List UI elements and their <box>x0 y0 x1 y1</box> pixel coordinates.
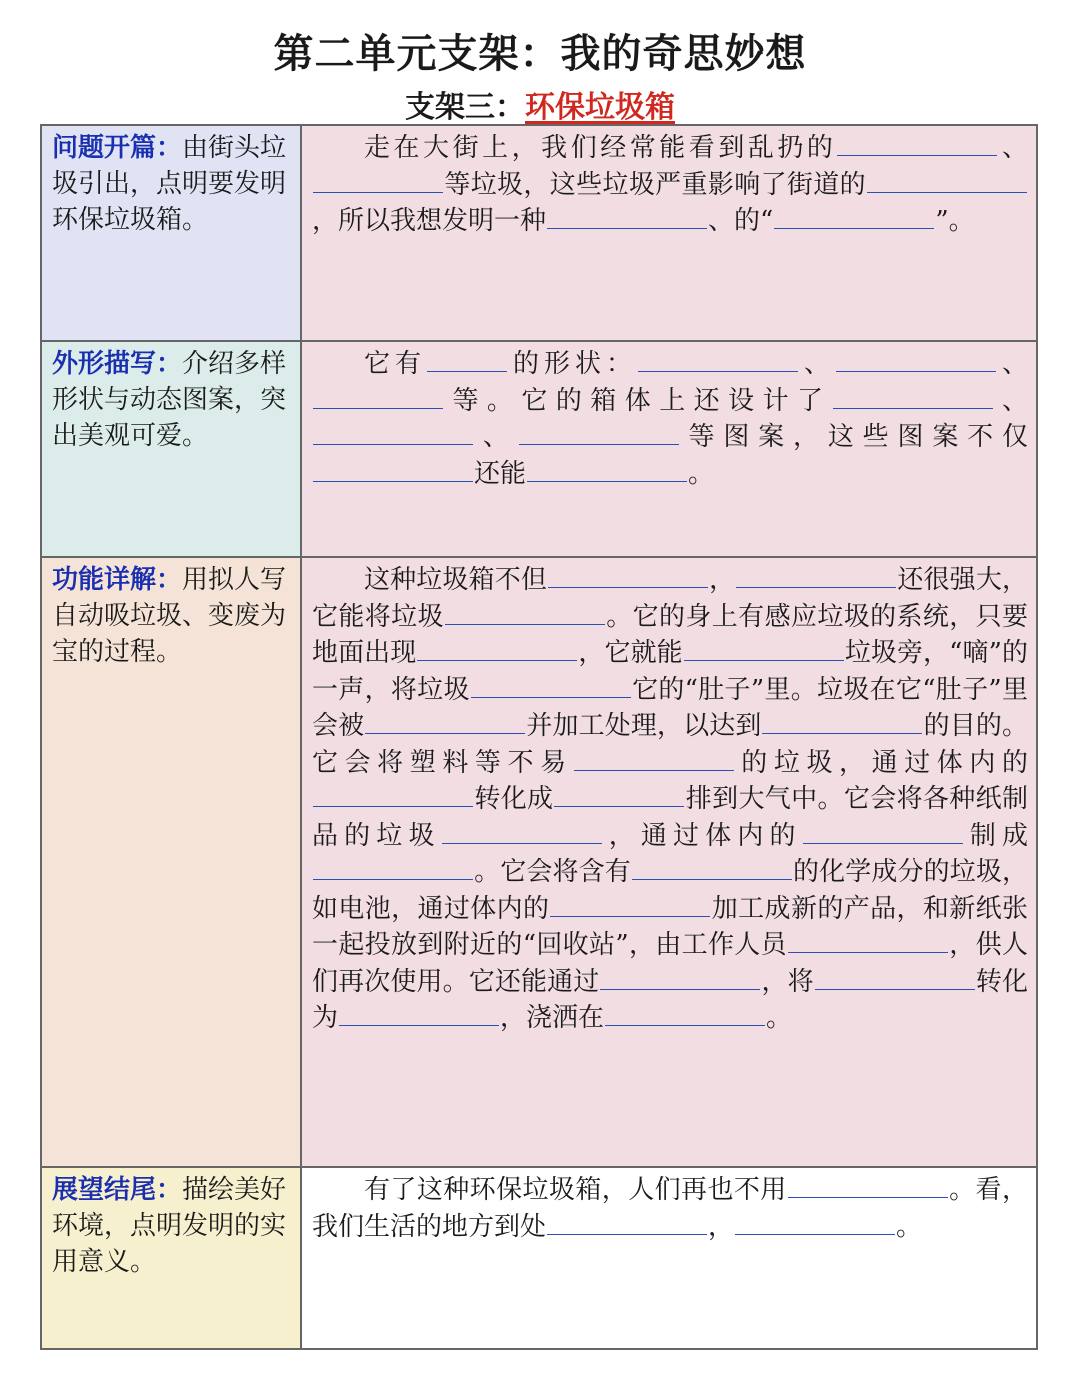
text-segment: 制成 <box>963 820 1028 851</box>
text-segment: 转化成 <box>474 784 554 814</box>
section-text-cell <box>301 557 1037 1167</box>
section-guide-cell <box>41 1167 301 1349</box>
text-segment: 、 <box>996 349 1028 379</box>
subtitle-topic: 环保垃圾箱 <box>525 90 675 125</box>
text-segment: 还很强大，它能将垃圾 <box>312 565 1028 632</box>
fill-blank[interactable] <box>815 988 975 990</box>
text-segment: ，通过体内的 <box>602 820 802 851</box>
text-segment: 、的“ <box>708 206 774 236</box>
fill-blank[interactable] <box>365 732 525 734</box>
section-row-ending <box>41 1167 1037 1349</box>
text-segment: ， <box>708 1211 735 1242</box>
fill-blank[interactable] <box>638 370 798 372</box>
text-segment: ，供人们再次使用。它还能通过 <box>312 930 1028 997</box>
fill-blank[interactable] <box>445 623 605 625</box>
section-row-opening <box>41 125 1037 341</box>
text-segment: 的形状： <box>508 349 637 379</box>
text-segment: ”。 <box>935 206 975 236</box>
text-segment: 。看，我们生活的地方到处 <box>312 1175 1028 1242</box>
text-segment: 有了这种环保垃圾箱，人们再也不用 <box>364 1175 787 1205</box>
fill-blank[interactable] <box>788 951 948 953</box>
text-segment: 并加工处理，以达到 <box>526 711 762 741</box>
fill-blank[interactable] <box>519 443 679 445</box>
fill-blank[interactable] <box>547 1233 707 1235</box>
section-text-cell <box>301 341 1037 557</box>
fill-blank[interactable] <box>867 191 1027 193</box>
text-segment: 这种垃圾箱不但 <box>364 565 547 595</box>
subtitle-prefix: 支架三： <box>405 90 525 125</box>
text-segment: 等图案，这些图案不仅 <box>679 422 1028 452</box>
section-text-cell <box>301 1167 1037 1349</box>
fill-blank[interactable] <box>836 370 996 372</box>
section-guide: 由街头垃圾引出，点明要发明环保垃圾箱。 <box>52 133 287 235</box>
section-guide: 描绘美好环境，点明发明的实用意义。 <box>52 1175 287 1277</box>
page-subtitle <box>0 82 1080 126</box>
section-guide-cell <box>41 557 301 1167</box>
text-segment: 、 <box>798 349 835 379</box>
fill-blank[interactable] <box>736 586 896 588</box>
fill-paragraph <box>312 130 1028 240</box>
text-segment: ，将 <box>761 966 814 997</box>
section-guide: 介绍多样形状与动态图案，突出美观可爱。 <box>52 349 287 451</box>
section-heading: 外形描写： <box>52 349 183 379</box>
text-segment: 还能 <box>474 458 527 489</box>
scaffold-table <box>40 124 1038 1350</box>
fill-blank[interactable] <box>550 915 710 917</box>
fill-blank[interactable] <box>313 878 473 880</box>
text-segment: 、 <box>993 385 1028 416</box>
fill-blank[interactable] <box>548 586 708 588</box>
text-segment: ，它就能 <box>578 638 683 668</box>
fill-blank[interactable] <box>833 407 993 409</box>
section-text-cell <box>301 125 1037 341</box>
fill-paragraph <box>312 562 1028 1037</box>
text-segment: ，浇洒在 <box>500 1003 605 1033</box>
fill-blank[interactable] <box>554 805 684 807</box>
text-segment: 。 <box>766 1003 793 1033</box>
fill-blank[interactable] <box>803 842 963 844</box>
fill-blank[interactable] <box>774 227 934 229</box>
fill-blank[interactable] <box>735 1233 895 1235</box>
fill-blank[interactable] <box>788 1196 948 1198</box>
fill-blank[interactable] <box>762 732 922 734</box>
text-segment: 的垃圾，通过体内的 <box>734 747 1028 778</box>
text-segment: 排到大气中。它会将各种纸制品的垃圾 <box>312 784 1028 851</box>
fill-blank[interactable] <box>313 407 443 409</box>
fill-blank[interactable] <box>427 370 507 372</box>
text-segment: 垃圾旁，“嘀”的一声，将垃圾 <box>312 638 1028 705</box>
text-segment: ，所以我想发明一种 <box>312 206 547 236</box>
text-segment: 。它会将含有 <box>474 857 631 887</box>
section-guide: 用拟人写自动吸垃圾、变废为宝的过程。 <box>52 565 287 667</box>
fill-blank[interactable] <box>442 842 602 844</box>
text-segment: 、 <box>474 422 518 452</box>
text-segment: 。 <box>688 458 715 489</box>
text-segment: 。它的身上有感应垃圾的系统，只要地面出现 <box>312 601 1028 668</box>
fill-blank[interactable] <box>339 1024 499 1026</box>
fill-paragraph <box>312 1172 1028 1245</box>
section-heading: 展望结尾： <box>52 1175 183 1205</box>
text-segment: 它的“肚子”里。垃圾在它“肚子”里会被 <box>312 674 1028 741</box>
section-heading: 问题开篇： <box>52 133 183 163</box>
section-row-appearance <box>41 341 1037 557</box>
text-segment: 走在大街上，我们经常能看到乱扔的 <box>364 133 837 163</box>
fill-blank[interactable] <box>313 443 473 445</box>
text-segment: 的目的。它会将塑料等不易 <box>312 711 1028 778</box>
fill-blank[interactable] <box>837 154 997 156</box>
fill-paragraph <box>312 346 1028 492</box>
fill-blank[interactable] <box>547 227 707 229</box>
text-segment: 等垃圾，这些垃圾严重影响了街道的 <box>444 169 866 200</box>
fill-blank[interactable] <box>574 769 734 771</box>
fill-blank[interactable] <box>605 1024 765 1026</box>
fill-blank[interactable] <box>313 805 473 807</box>
text-segment: 、 <box>998 133 1028 163</box>
text-segment: 的化学成分的垃圾，如电池，通过体内的 <box>312 857 1028 924</box>
fill-blank[interactable] <box>684 659 844 661</box>
text-segment: 它有 <box>364 349 426 379</box>
fill-blank[interactable] <box>600 988 760 990</box>
text-segment: 加工成新的产品，和新纸张一起投放到附近的“回收站”，由工作人员 <box>312 893 1028 960</box>
text-segment: 。 <box>896 1211 923 1242</box>
text-segment: ， <box>708 565 736 595</box>
fill-blank[interactable] <box>313 191 443 193</box>
fill-blank[interactable] <box>471 696 631 698</box>
fill-blank[interactable] <box>632 878 792 880</box>
section-guide-cell <box>41 125 301 341</box>
text-segment: 等。它的箱体上还设计了 <box>444 385 832 416</box>
fill-blank[interactable] <box>313 480 473 482</box>
page-title: 第二单元支架：我的奇思妙想 <box>273 31 807 77</box>
fill-blank[interactable] <box>527 480 687 482</box>
section-heading: 功能详解： <box>52 565 183 595</box>
section-guide-cell <box>41 341 301 557</box>
fill-blank[interactable] <box>417 659 577 661</box>
section-row-function <box>41 557 1037 1167</box>
text-segment: 转化为 <box>312 966 1028 1033</box>
